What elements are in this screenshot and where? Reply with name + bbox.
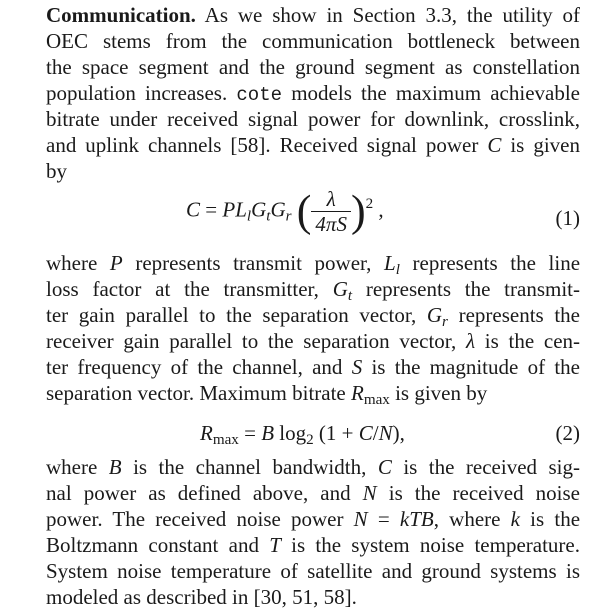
- text-line: receiver gain parallel to the separation vector, λ is the cen-: [46, 329, 581, 353]
- text-line: nal power as defined above, and N is the received noise: [46, 481, 581, 505]
- text-line: separation vector. Maximum bitrate $R_{max}$ is given by: [46, 381, 488, 409]
- text-line: population increases. cote models the maximum achievable: [46, 81, 581, 106]
- text-line: bitrate under received signal power for downlink, crosslink,: [46, 107, 580, 131]
- text-line: where P represents transmit power, $L_l$ represents the line: [46, 251, 581, 279]
- paragraph-heading: Communication.: [46, 3, 196, 27]
- equation-number: (1): [555, 206, 580, 230]
- text-line: modeled as described in [30, 51, 58].: [46, 585, 357, 609]
- text-line: where B is the channel bandwidth, C is the received sig-: [46, 455, 580, 479]
- text-line: and uplink channels [58]. Received signal power C is given: [46, 133, 580, 157]
- text-line: Communication. As we show in Section 3.3, the utility of: [46, 3, 581, 27]
- text-line: OEC stems from the communication bottleneck between: [46, 29, 580, 53]
- equation-2: $R_{max} = B$ $\log_2 (1 + C/N)$,: [200, 421, 405, 449]
- code-term: cote: [236, 84, 283, 106]
- text-line: loss factor at the transmitter, $G_t$ represents the transmit-: [46, 277, 581, 305]
- equation-number: (2): [555, 421, 580, 445]
- text-line: ter frequency of the channel, and S is the magnitude of the: [46, 355, 580, 379]
- text-line: System noise temperature of satellite and ground systems is: [46, 559, 580, 583]
- text-line: the space segment and the ground segment as constellation: [46, 55, 580, 79]
- text-line: Boltzmann constant and T is the system noise temperature.: [46, 533, 580, 557]
- fraction: $\frac{\lambda}{4\pi S}$: [311, 188, 351, 235]
- text-line: by: [46, 159, 67, 183]
- text-line: power. The received noise power N = kTB, where k is the: [46, 507, 581, 531]
- text-line: ter gain parallel to the separation vector, $G_r$ represents the: [46, 303, 580, 331]
- equation-1: $C = PL_lG_tG_r$ ( $\frac{\lambda}{4\pi S}$ )$^2$ ,: [186, 186, 384, 236]
